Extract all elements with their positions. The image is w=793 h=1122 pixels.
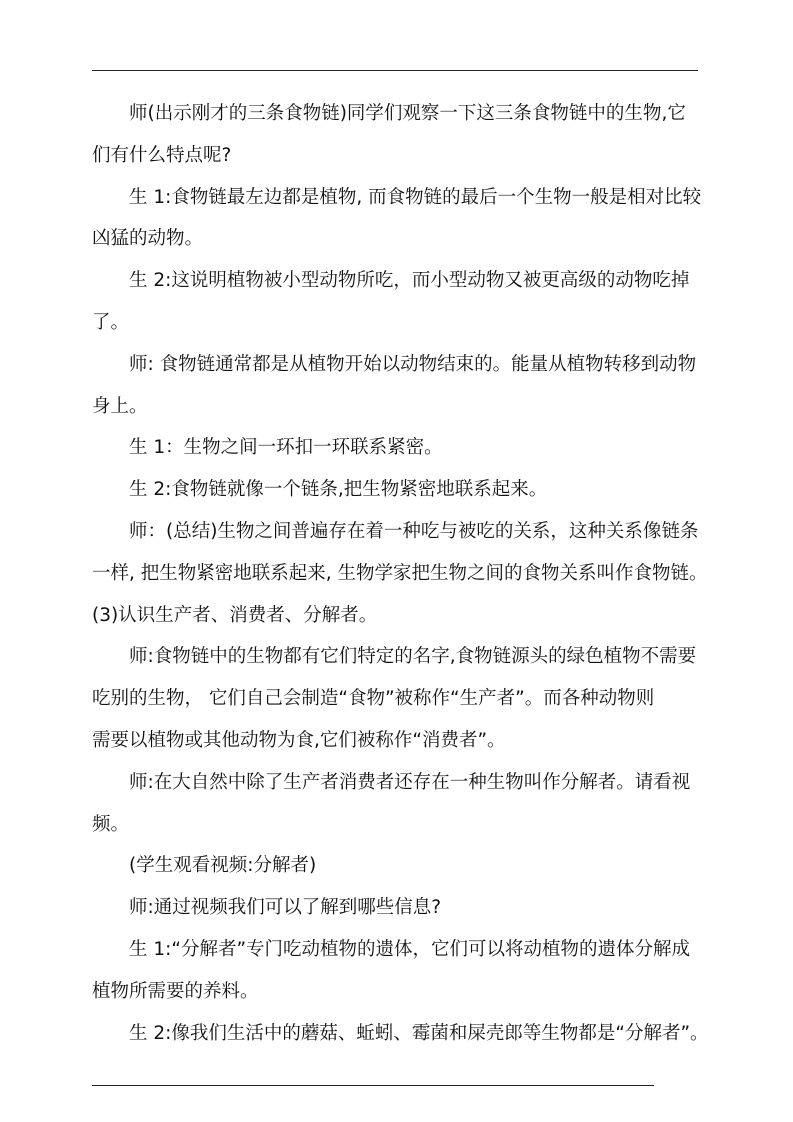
text-line: 生 1:食物链最左边都是植物, 而食物链的最后一个生物一般是相对比较: [129, 186, 702, 208]
text-line: 师：(总结)生物之间普遍存在着一种吃与被吃的关系，这种关系像链条: [129, 520, 699, 542]
text-line: 师(出示刚才的三条食物链)同学们观察一下这三条食物链中的生物,它: [129, 103, 686, 124]
text-line: 频。: [92, 813, 130, 835]
paragraph-3: [92, 260, 712, 344]
paragraph-7: [92, 511, 712, 595]
paragraph-8: [92, 636, 712, 761]
text-line: 凶猛的动物。: [92, 228, 204, 250]
text-line: 们有什么特点呢?: [92, 144, 232, 166]
paragraph-12: [92, 929, 712, 1013]
text-line: 植物所需要的养料。: [92, 980, 259, 1002]
paragraph-10: [92, 845, 712, 887]
text-line: (学生观看视频:分解者): [129, 855, 317, 877]
text-line: 生 1：生物之间一环扣一环联系紧密。: [129, 437, 443, 459]
header-rule: [92, 70, 698, 71]
text-line: 师:食物链中的生物都有它们特定的名字,食物链源头的绿色植物不需要: [129, 646, 697, 668]
text-line: 了。: [92, 311, 130, 333]
text-line: 生 1:“分解者”专门吃动植物的遗体，它们可以将动植物的遗体分解成: [129, 938, 691, 960]
text-line: 生 2:食物链就像一个链条,把生物紧密地联系起来。: [129, 479, 548, 501]
text-line: 吃别的生物， 它们自己会制造“食物”被称作“生产者”。而各种动物则: [92, 688, 655, 710]
paragraph-1: [92, 93, 712, 177]
text-line: 生 2:像我们生活中的蘑菇、蚯蚓、霉菌和屎壳郎等生物都是“分解者”。: [129, 1022, 709, 1044]
text-line: 师:通过视频我们可以了解到哪些信息?: [129, 897, 442, 919]
paragraph-2: [92, 177, 712, 261]
footer-rule: [92, 1085, 654, 1086]
section-heading: [92, 595, 712, 637]
text-line: 一样, 把生物紧密地联系起来, 生物学家把生物之间的食物关系叫作食物链。: [92, 562, 708, 584]
paragraph-11: [92, 887, 712, 929]
paragraph-5: [92, 427, 712, 469]
text-line: 需要以植物或其他动物为食,它们被称作“消费者”。: [92, 729, 506, 751]
text-line: 身上。: [92, 395, 148, 417]
paragraph-13: [92, 1013, 712, 1055]
paragraph-4: [92, 344, 712, 428]
document-body: [92, 93, 712, 1054]
paragraph-6: [92, 469, 712, 511]
text-line: 生 2:这说明植物被小型动物所吃，而小型动物又被更高级的动物吃掉: [129, 270, 690, 292]
text-line: 师: 食物链通常都是从植物开始以动物结束的。能量从植物转移到动物: [129, 353, 697, 375]
text-line: (3)认识生产者、消费者、分解者。: [92, 604, 378, 626]
paragraph-9: [92, 762, 712, 846]
text-line: 师:在大自然中除了生产者消费者还存在一种生物叫作分解者。请看视: [129, 771, 691, 793]
